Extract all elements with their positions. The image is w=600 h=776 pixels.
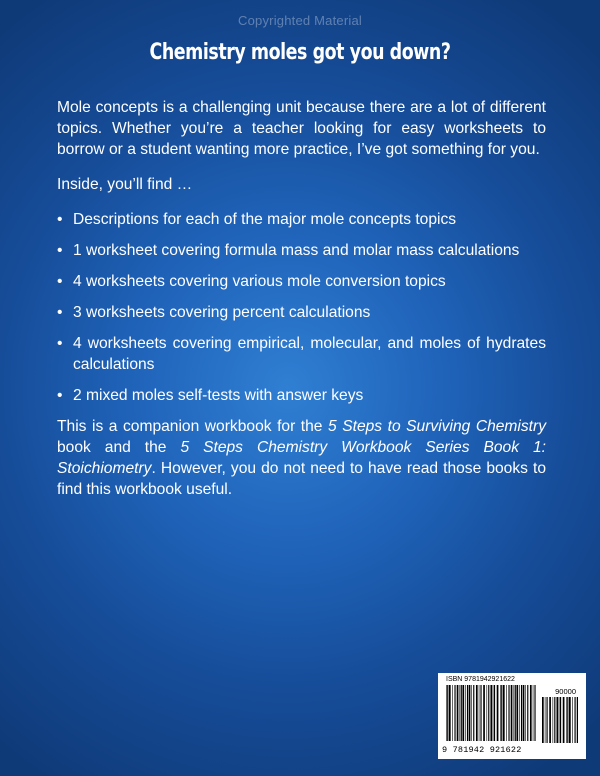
list-item-text: 1 worksheet covering formula mass and molar mass calculations — [73, 242, 520, 259]
list-item-text: 4 worksheets covering empirical, molecular, and moles of hydrates calculations — [73, 335, 546, 373]
list-item-text: 2 mixed moles self-tests with answer keys — [73, 387, 364, 404]
barcode-bars — [446, 685, 536, 741]
list-item-text: 4 worksheets covering various mole conversion topics — [73, 273, 446, 290]
copyright-watermark: Copyrighted Material — [238, 13, 362, 28]
book-title-2: 5 Steps Chemistry Workbook Series Book 1: Stoichiometry — [57, 439, 546, 477]
bullet-icon: • — [57, 387, 63, 404]
isbn-digits: 9 781942 921622 — [442, 745, 522, 755]
inside-label: Inside, you’ll find … — [57, 176, 193, 193]
isbn-label: ISBN 9781942921622 — [446, 676, 515, 683]
list-item — [57, 385, 546, 406]
list-item — [57, 240, 546, 261]
intro-paragraph: Mole concepts is a challenging unit because there are a lot of different topics. Whether you’re a teacher looking for easy worksheets to borrow or a student wanting more practice, I’ve got something for you. — [57, 99, 546, 158]
bullet-icon: • — [57, 304, 63, 321]
isbn-barcode — [438, 673, 586, 759]
bullet-icon: • — [57, 211, 63, 228]
companion-paragraph — [57, 416, 546, 500]
list-item — [57, 209, 546, 230]
list-item — [57, 333, 546, 375]
book-title-1: 5 Steps to Surviving Chemistry — [328, 418, 547, 435]
bullet-icon: • — [57, 242, 63, 259]
list-item — [57, 302, 546, 323]
contents-list — [57, 209, 546, 406]
bullet-icon: • — [57, 273, 63, 290]
list-item-text: 3 worksheets covering percent calculations — [73, 304, 371, 321]
companion-text-3: . However, you do not need to have read those books to find this workbook useful. — [57, 460, 546, 498]
list-item-text: Descriptions for each of the major mole concepts topics — [73, 211, 457, 228]
barcode-addon-bars — [542, 697, 578, 743]
companion-text-1: This is a companion workbook for the — [57, 418, 329, 435]
price-code: 90000 — [555, 687, 576, 696]
back-cover-description — [57, 97, 546, 500]
companion-text-2: book and the — [57, 439, 181, 456]
bullet-icon: • — [57, 335, 63, 352]
list-item — [57, 271, 546, 292]
headline: Chemistry moles got you down? — [149, 40, 451, 65]
